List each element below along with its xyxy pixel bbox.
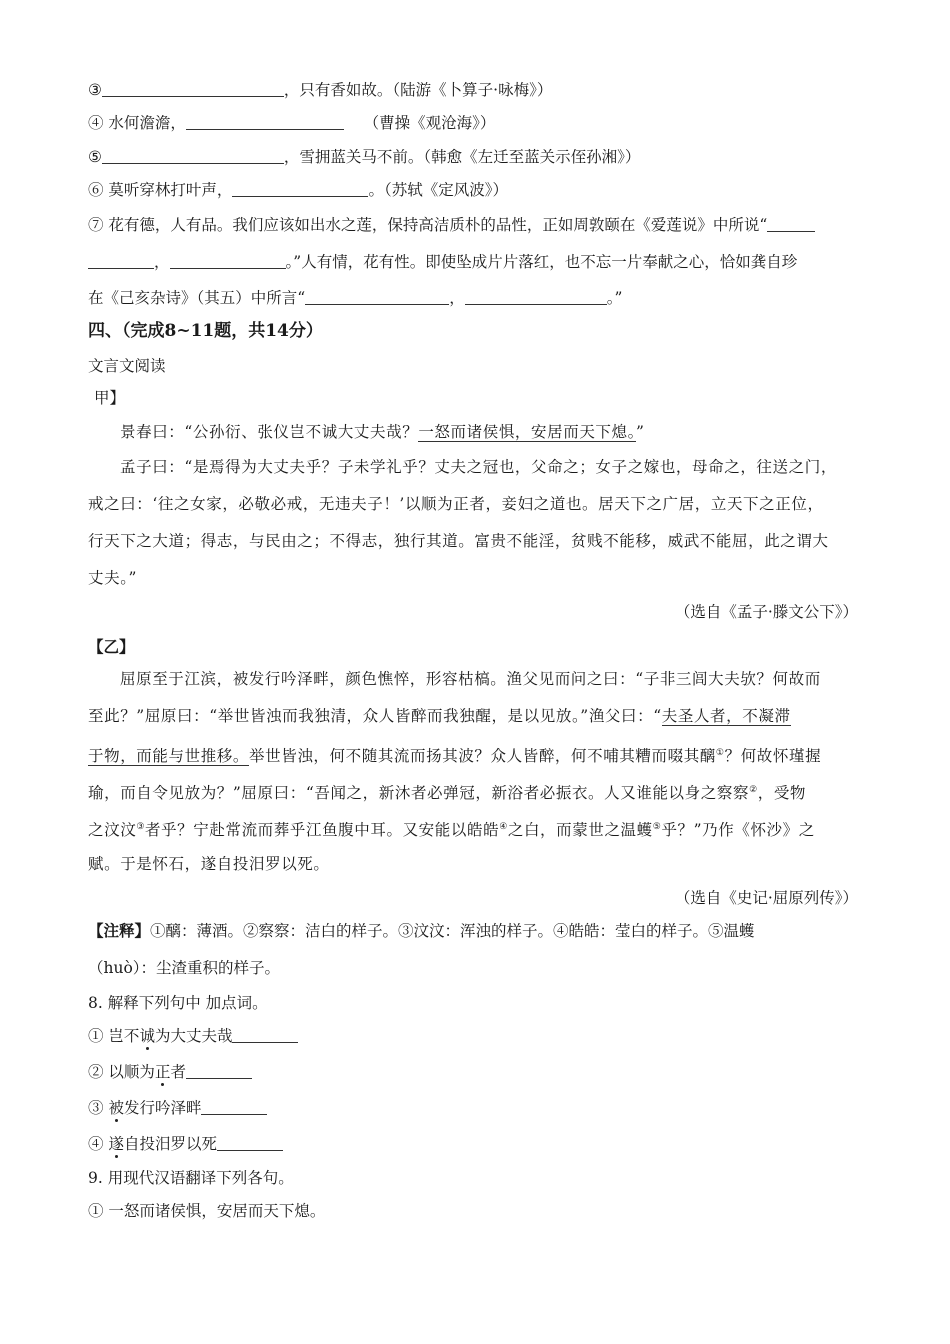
passage-a-line1: 孟子曰：“是焉得为大丈夫乎？子未学礼乎？丈夫之冠也，父命之；女子之嫁也，母命之，往送之门， [120, 458, 837, 476]
notes-text-1: ①醨：薄酒。②察察：洁白的样子。③汶汶：浑浊的样子。④皓皓：莹白的样子。⑤温蠖 [150, 922, 755, 940]
q8-i4-text-b: 自投汨罗以死 [123, 1135, 217, 1153]
q3-text: ，只有香如故。（陆游《卜算子·咏梅》） [283, 81, 553, 99]
q5-blank[interactable] [102, 147, 284, 164]
q8-i1-blank[interactable] [232, 1026, 298, 1043]
q8-i4-blank[interactable] [217, 1134, 283, 1151]
q8-item-4 [88, 1133, 283, 1155]
note-ref-5: ⑤ [652, 822, 662, 832]
q8-i3-dotted-word: 被 [108, 1099, 124, 1117]
passage-a-line4: 丈夫。” [88, 569, 138, 587]
q8-i2-dotted-word: 正 [154, 1063, 171, 1081]
q4-text: ④ 水何澹澹， [88, 114, 186, 132]
q3-number: ③ [88, 81, 102, 99]
passage-a-label: 甲】 [94, 389, 126, 407]
q8-item-2 [88, 1061, 252, 1083]
poem-q7-line3 [88, 287, 622, 309]
passage-a-p1-underlined: 一怒而诸侯惧，安居而天下熄。 [418, 423, 636, 441]
q8-i3-blank[interactable] [201, 1098, 267, 1115]
passage-b-l2-underlined: 夫圣人者，不凝滞 [661, 707, 791, 725]
q7-text-2: 。”人有情，花有性。即使坠成片片落红，也不忘一片奉献之心，恰如龚自珍 [285, 253, 798, 271]
note-ref-3: ③ [136, 822, 145, 832]
q8-i3-text-a: ③ [88, 1099, 109, 1117]
passage-a-p1-end: ” [635, 423, 645, 441]
passage-b-l4-text-b: ，受物 [757, 784, 807, 803]
passage-b-line2 [88, 705, 791, 727]
q8-i4-text-a: ④ [88, 1135, 109, 1153]
passage-b-line1: 屈原至于江滨，被发行吟泽畔，颜色憔悴，形容枯槁。渔父见而问之曰：“子非三闾大夫欤？何故而 [120, 670, 821, 688]
passage-b-l5-text-c: 之白，而蒙世之温蠖 [507, 821, 653, 840]
passage-a-source: （选自《孟子·滕文公下》） [674, 603, 858, 621]
q8-i2-text-b: 者 [170, 1063, 186, 1081]
q4-source: （曹操《观沧海》） [363, 114, 496, 132]
q8-item-3 [88, 1097, 267, 1119]
passage-a-para1 [120, 421, 645, 443]
passage-b-l5-text-a: 之汶汶 [88, 821, 137, 840]
q8-i4-dotted-word: 遂 [108, 1135, 124, 1153]
q5-number: ⑤ [88, 148, 102, 166]
passage-a-line3: 行天下之大道；得志，与民由之；不得志，独行其道。富贵不能淫，贫贱不能移，威武不能屈，此之谓大 [88, 532, 829, 550]
q6-text: ⑥ 莫听穿林打叶声， [88, 181, 233, 199]
passage-a-line2: 戒之曰：‘往之女家，必敬必戒，无违夫子！’以顺为正者，妾妇之道也。居天下之广居，立天下之正位， [88, 495, 824, 513]
note-ref-4: ④ [499, 822, 508, 832]
poem-q5 [88, 146, 640, 168]
q4-blank[interactable] [186, 113, 344, 130]
q7-text-1: ⑦ 花有德，人有品。我们应该如出水之莲，保持高洁质朴的品性，正如周敦颐在《爱莲说》中所说“ [88, 216, 768, 234]
q8-i1-dotted-word: 诚 [139, 1027, 155, 1045]
q8-title: 8. 解释下列句中 加点词。 [88, 994, 268, 1012]
section-subtitle: 文言文阅读 [88, 357, 166, 375]
q7-blank-3[interactable] [305, 288, 449, 305]
q7-text-4: 。” [606, 289, 623, 307]
passage-b-l2-text: 至此？”屈原曰：“举世皆浊而我独清，众人皆醉而我独醒，是以见放。”渔父曰：“ [88, 707, 662, 725]
q6-blank[interactable] [232, 180, 368, 197]
passage-b-line3 [88, 742, 821, 767]
q7-text-3: 在《己亥杂诗》（其五）中所言“ [88, 289, 306, 307]
passage-b-line6: 赋。于是怀石，遂自投汨罗以死。 [88, 855, 330, 873]
poem-q7-line2 [88, 251, 797, 273]
poem-q7-line1 [88, 214, 815, 236]
passage-b-l3-text-b: ？何故怀瑾握 [724, 747, 822, 766]
q9-title: 9. 用现代汉语翻译下列各句。 [88, 1169, 294, 1187]
poem-q6 [88, 179, 508, 201]
q6-source: 。（苏轼《定风波》） [368, 181, 508, 199]
q3-blank[interactable] [102, 80, 284, 97]
passage-b-label: 【乙】 [88, 637, 135, 656]
passage-b-l5-text-d: 乎？”乃作《怀沙》之 [661, 821, 815, 840]
notes-line1 [88, 920, 755, 942]
q8-item-1 [88, 1025, 298, 1047]
q8-i1-text-a: ① 岂不 [88, 1027, 140, 1045]
q8-i3-text-b: 发行吟泽畔 [123, 1099, 202, 1117]
q7-blank-2[interactable] [170, 252, 286, 269]
notes-label: 【注释】 [88, 921, 151, 940]
q7-blank-1b[interactable] [88, 252, 154, 269]
note-ref-1: ① [715, 748, 725, 758]
poem-q4 [88, 112, 495, 134]
q8-i2-blank[interactable] [186, 1062, 252, 1079]
q7-blank-4[interactable] [465, 288, 607, 305]
passage-b-line5 [88, 816, 815, 841]
passage-b-l3-text-a: 举世皆浊，何不随其流而扬其波？众人皆醉，何不哺其糟而啜其醨 [249, 747, 716, 766]
notes-line2: （huò）：尘渣重积的样子。 [88, 959, 281, 977]
q7-sep-2: ， [449, 289, 465, 307]
note-ref-2: ② [749, 785, 758, 795]
passage-a-p1-text: 景春曰：“公孙衍、张仪岂不诚大丈夫哉？ [120, 423, 419, 441]
q8-i2-text-a: ② 以顺为 [88, 1063, 155, 1081]
passage-b-l3-underlined: 于物，而能与世推移。 [88, 747, 250, 766]
passage-b-source: （选自《史记·屈原列传》） [674, 889, 858, 907]
passage-b-l4-text-a: 瑜，而自令见放为？”屈原曰：“吾闻之，新沐者必弹冠，新浴者必振衣。人又谁能以身之察察 [88, 784, 750, 803]
q8-i1-text-b: 为大丈夫哉 [154, 1027, 233, 1045]
passage-b-l5-text-b: 者乎？宁赴常流而葬乎江鱼腹中耳。又安能以皓皓 [144, 821, 500, 840]
poem-q3 [88, 79, 552, 101]
section-title: 四、（完成8~11题，共14分） [88, 321, 323, 341]
q9-item-1: ① 一怒而诸侯惧，安居而天下熄。 [88, 1202, 326, 1220]
passage-b-line4 [88, 779, 806, 804]
q7-sep-1: ， [154, 253, 170, 271]
q7-blank-1a[interactable] [767, 215, 815, 232]
q5-text: ，雪拥蓝关马不前。（韩愈《左迁至蓝关示侄孙湘》） [283, 148, 641, 166]
